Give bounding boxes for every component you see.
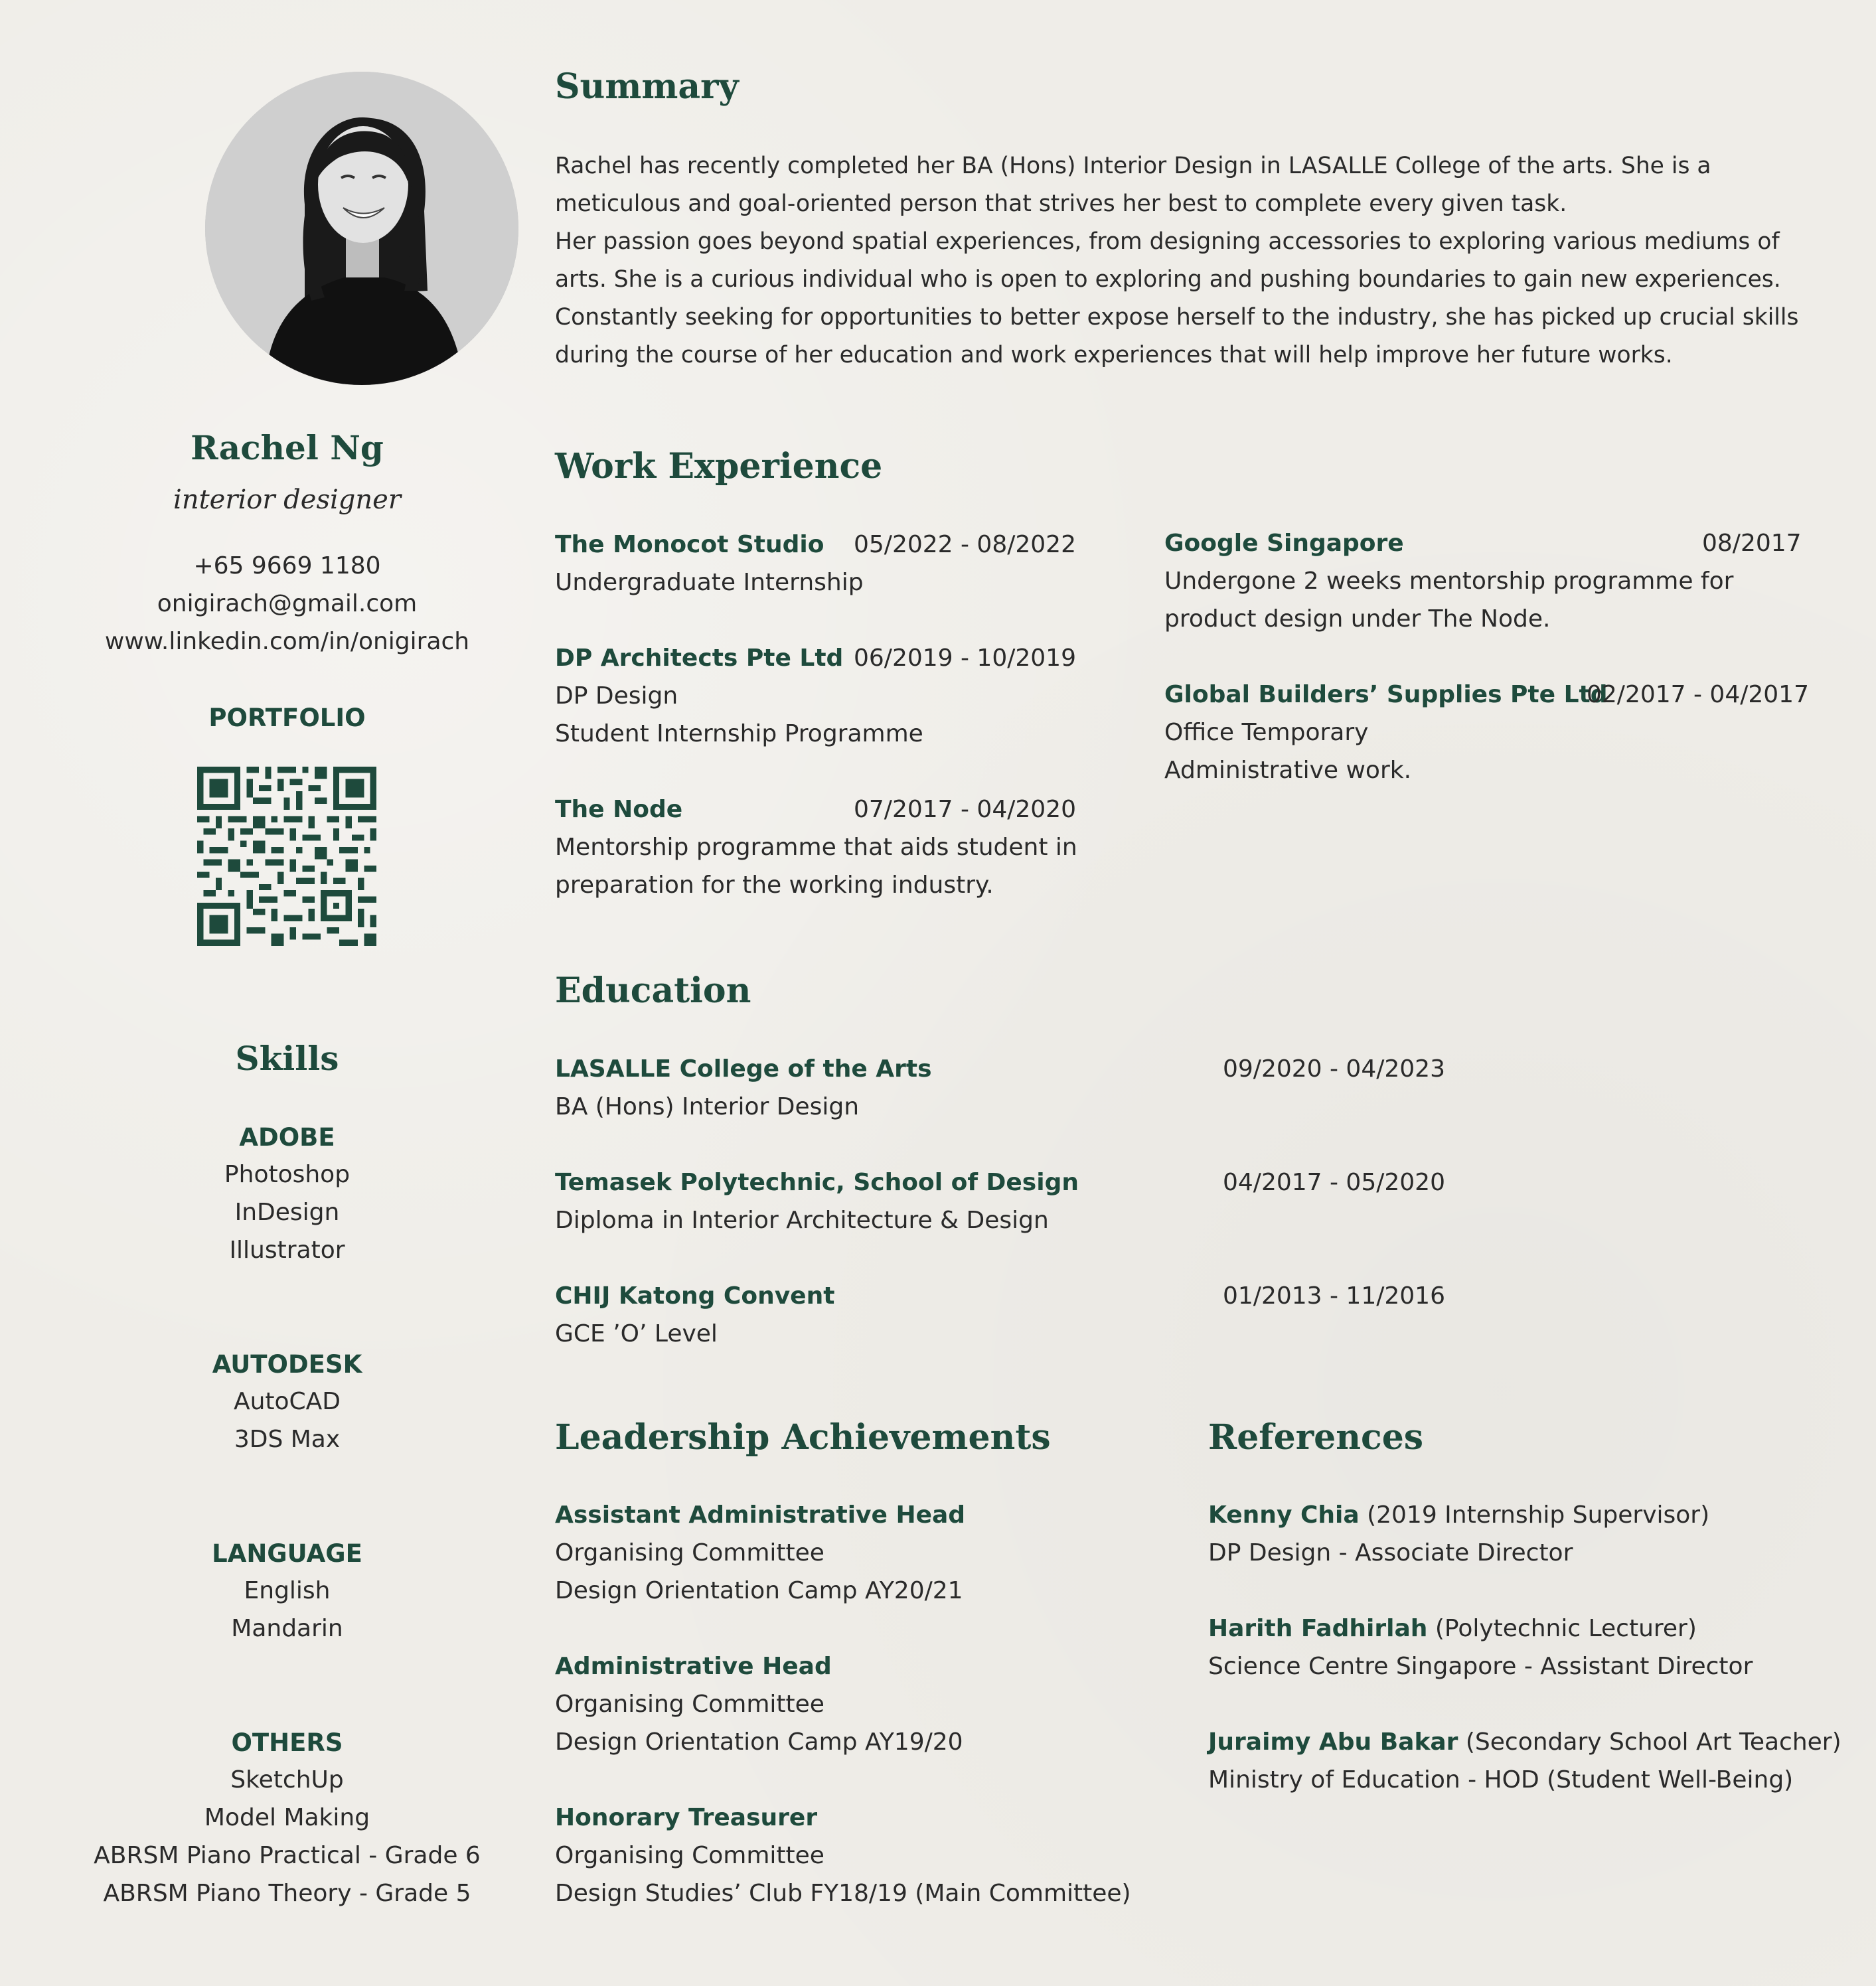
- reference-relation: (2019 Internship Supervisor): [1359, 1501, 1710, 1529]
- leadership-detail: Design Orientation Camp AY19/20: [555, 1728, 963, 1756]
- skill-item: AutoCAD: [233, 1388, 341, 1415]
- reference-relation: (Secondary School Art Teacher): [1458, 1728, 1841, 1756]
- work-detail: DP Design: [555, 682, 678, 710]
- work-detail: Undergone 2 weeks mentorship programme for: [1164, 568, 1734, 595]
- skill-item: Illustrator: [229, 1237, 345, 1264]
- summary-line: arts. She is a curious individual who is open to exploring and pushing boundaries to gain new experiences.: [555, 266, 1781, 293]
- phone-number: +65 9669 1180: [193, 552, 381, 579]
- education-detail: BA (Hons) Interior Design: [555, 1093, 860, 1120]
- skill-group-title: OTHERS: [231, 1728, 343, 1757]
- profile-role: interior designer: [173, 485, 401, 515]
- skill-item: SketchUp: [230, 1766, 344, 1794]
- summary-line: meticulous and goal-oriented person that strives her best to complete every given task.: [555, 191, 1567, 217]
- leadership-detail: Organising Committee: [555, 1842, 824, 1869]
- education-school: LASALLE College of the Arts: [555, 1055, 932, 1083]
- work-company: DP Architects Pte Ltd: [555, 645, 844, 672]
- reference-entry: [1208, 1501, 1709, 1529]
- reference-entry: [1208, 1728, 1841, 1756]
- reference-name: Kenny Chia: [1208, 1501, 1360, 1529]
- reference-relation: (Polytechnic Lecturer): [1427, 1615, 1697, 1642]
- work-company: Google Singapore: [1164, 530, 1404, 557]
- summary-title: Summary: [555, 66, 739, 107]
- skill-item: Model Making: [204, 1804, 370, 1831]
- work-detail: Office Temporary: [1164, 719, 1369, 746]
- education-dates: 04/2017 - 05/2020: [1223, 1169, 1445, 1196]
- profile-name: Rachel Ng: [191, 428, 384, 467]
- work-title: Work Experience: [555, 446, 883, 487]
- work-detail: Administrative work.: [1164, 757, 1412, 784]
- leadership-role: Administrative Head: [555, 1653, 832, 1680]
- linkedin-link[interactable]: www.linkedin.com/in/onigirach: [104, 628, 470, 655]
- portfolio-label: PORTFOLIO: [208, 704, 366, 732]
- references-title: References: [1208, 1417, 1424, 1458]
- skill-group-title: LANGUAGE: [212, 1539, 362, 1568]
- work-dates: 06/2019 - 10/2019: [854, 645, 1076, 672]
- skill-item: 3DS Max: [234, 1426, 341, 1453]
- education-school: Temasek Polytechnic, School of Design: [555, 1169, 1079, 1196]
- skill-item: Photoshop: [224, 1161, 351, 1188]
- education-school: CHIJ Katong Convent: [555, 1282, 835, 1310]
- work-dates: 02/2017 - 04/2017: [1587, 681, 1809, 708]
- email-link[interactable]: onigirach@gmail.com: [157, 590, 418, 617]
- reference-name: Juraimy Abu Bakar: [1208, 1728, 1458, 1756]
- work-detail: preparation for the working industry.: [555, 872, 994, 899]
- skill-item: Mandarin: [231, 1615, 343, 1642]
- reference-detail: Science Centre Singapore - Assistant Director: [1208, 1653, 1753, 1680]
- work-dates: 08/2017: [1702, 530, 1802, 557]
- leadership-role: Assistant Administrative Head: [555, 1501, 966, 1529]
- skill-group-title: AUTODESK: [212, 1350, 362, 1379]
- work-detail: product design under The Node.: [1164, 605, 1551, 633]
- education-detail: GCE ’O’ Level: [555, 1320, 718, 1347]
- leadership-detail: Organising Committee: [555, 1539, 824, 1566]
- work-detail: Student Internship Programme: [555, 720, 923, 747]
- education-dates: 01/2013 - 11/2016: [1223, 1282, 1445, 1310]
- skill-group-title: ADOBE: [239, 1123, 335, 1152]
- work-company: Global Builders’ Supplies Pte Ltd: [1164, 681, 1608, 708]
- summary-text: [555, 147, 1799, 374]
- leadership-title: Leadership Achievements: [555, 1417, 1051, 1458]
- leadership-detail: Design Orientation Camp AY20/21: [555, 1577, 963, 1604]
- skills-title: Skills: [235, 1039, 339, 1078]
- skill-item: ABRSM Piano Practical - Grade 6: [94, 1842, 481, 1869]
- skill-item: ABRSM Piano Theory - Grade 5: [103, 1880, 471, 1907]
- leadership-detail: Organising Committee: [555, 1691, 824, 1718]
- work-dates: 05/2022 - 08/2022: [854, 531, 1076, 558]
- portfolio-qr-code[interactable]: [197, 767, 376, 946]
- work-dates: 07/2017 - 04/2020: [854, 796, 1076, 823]
- leadership-role: Honorary Treasurer: [555, 1804, 818, 1831]
- summary-line: Her passion goes beyond spatial experiences, from designing accessories to exploring various mediums of: [555, 228, 1780, 255]
- summary-line: Rachel has recently completed her BA (Hons) Interior Design in LASALLE College of the arts. She is a: [555, 153, 1711, 179]
- profile-photo: [205, 72, 518, 385]
- work-company: The Monocot Studio: [555, 531, 824, 558]
- work-company: The Node: [555, 796, 683, 823]
- education-title: Education: [555, 970, 751, 1011]
- work-detail: Mentorship programme that aids student in: [555, 834, 1077, 861]
- skill-item: InDesign: [234, 1199, 340, 1226]
- education-detail: Diploma in Interior Architecture & Design: [555, 1207, 1049, 1234]
- reference-name: Harith Fadhirlah: [1208, 1615, 1428, 1642]
- reference-detail: DP Design - Associate Director: [1208, 1539, 1573, 1566]
- work-detail: Undergraduate Internship: [555, 569, 864, 596]
- reference-entry: [1208, 1615, 1697, 1642]
- reference-detail: Ministry of Education - HOD (Student Well-Being): [1208, 1766, 1794, 1794]
- leadership-detail: Design Studies’ Club FY18/19 (Main Committee): [555, 1880, 1131, 1907]
- summary-line: during the course of her education and work experiences that will help improve her future works.: [555, 342, 1673, 368]
- summary-line: Constantly seeking for opportunities to better expose herself to the industry, she has picked up crucial skills: [555, 304, 1799, 331]
- skill-item: English: [244, 1577, 331, 1604]
- education-dates: 09/2020 - 04/2023: [1223, 1055, 1445, 1083]
